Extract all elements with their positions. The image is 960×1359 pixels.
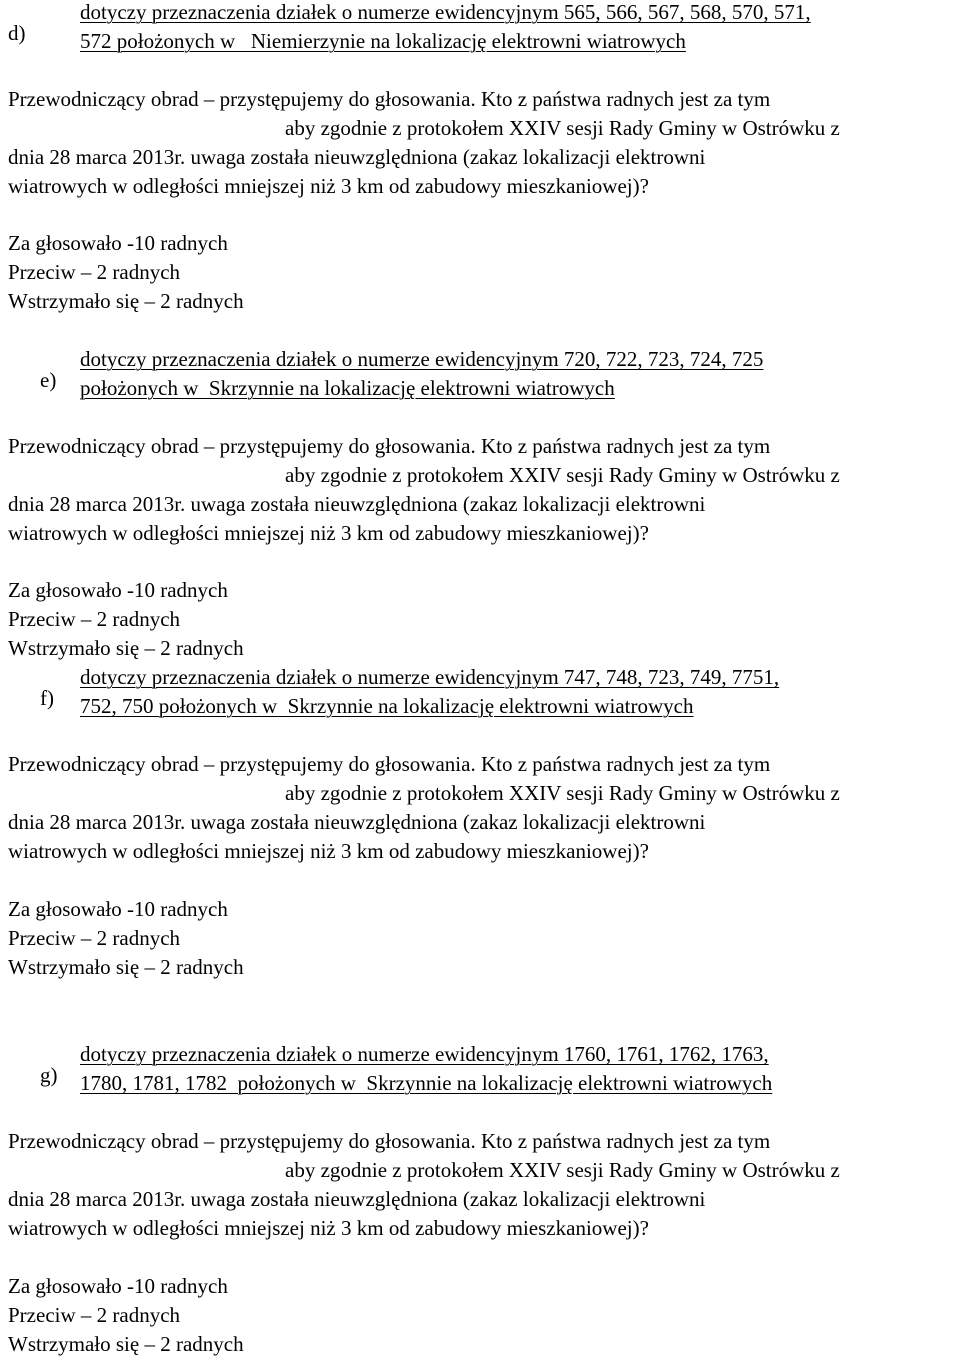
question-line: aby zgodnie z protokołem XXIV sesji Rady Gminy w Ostrówku z — [285, 463, 840, 487]
vote-abstain: Wstrzymało się – 2 radnych — [8, 955, 244, 979]
question-line: wiatrowych w odległości mniejszej niż 3 km od zabudowy mieszkaniowej)? — [8, 521, 649, 545]
question-line: dnia 28 marca 2013r. uwaga została nieuwzględniona (zakaz lokalizacji elektrowni — [8, 1187, 706, 1211]
vote-for: Za głosowało -10 radnych — [8, 578, 228, 602]
heading-line: 1780, 1781, 1782 położonych w Skrzynnie na lokalizację elektrowni wiatrowych — [80, 1071, 773, 1095]
question-line: dnia 28 marca 2013r. uwaga została nieuwzględniona (zakaz lokalizacji elektrowni — [8, 145, 706, 169]
question-line: Przewodniczący obrad – przystępujemy do głosowania. Kto z państwa radnych jest za tym — [8, 1129, 771, 1153]
question-line: wiatrowych w odległości mniejszej niż 3 km od zabudowy mieszkaniowej)? — [8, 174, 649, 198]
question-line: dnia 28 marca 2013r. uwaga została nieuwzględniona (zakaz lokalizacji elektrowni — [8, 492, 706, 516]
vote-against: Przeciw – 2 radnych — [8, 926, 181, 950]
question-line: Przewodniczący obrad – przystępujemy do głosowania. Kto z państwa radnych jest za tym — [8, 752, 771, 776]
question-line: aby zgodnie z protokołem XXIV sesji Rady Gminy w Ostrówku z — [285, 1158, 840, 1182]
heading-line: 572 położonych w Niemierzynie na lokalizację elektrowni wiatrowych — [80, 29, 686, 53]
vote-abstain: Wstrzymało się – 2 radnych — [8, 636, 244, 660]
vote-abstain: Wstrzymało się – 2 radnych — [8, 1332, 244, 1356]
heading-line: dotyczy przeznaczenia działek o numerze ewidencyjnym 565, 566, 567, 568, 570, 571, — [80, 0, 811, 24]
vote-against: Przeciw – 2 radnych — [8, 1303, 181, 1327]
question-line: wiatrowych w odległości mniejszej niż 3 km od zabudowy mieszkaniowej)? — [8, 1216, 649, 1240]
heading-line: dotyczy przeznaczenia działek o numerze ewidencyjnym 1760, 1761, 1762, 1763, — [80, 1042, 769, 1066]
question-line: aby zgodnie z protokołem XXIV sesji Rady Gminy w Ostrówku z — [285, 116, 840, 140]
question-line: dnia 28 marca 2013r. uwaga została nieuwzględniona (zakaz lokalizacji elektrowni — [8, 810, 706, 834]
question-line: wiatrowych w odległości mniejszej niż 3 km od zabudowy mieszkaniowej)? — [8, 839, 649, 863]
heading-line: dotyczy przeznaczenia działek o numerze ewidencyjnym 720, 722, 723, 724, 725 — [80, 347, 764, 371]
question-line: Przewodniczący obrad – przystępujemy do głosowania. Kto z państwa radnych jest za tym — [8, 434, 771, 458]
list-marker: f) — [40, 686, 54, 710]
vote-against: Przeciw – 2 radnych — [8, 260, 181, 284]
list-marker: e) — [40, 368, 57, 392]
vote-against: Przeciw – 2 radnych — [8, 607, 181, 631]
heading-line: 752, 750 położonych w Skrzynnie na lokalizację elektrowni wiatrowych — [80, 694, 694, 718]
vote-abstain: Wstrzymało się – 2 radnych — [8, 289, 244, 313]
question-line: aby zgodnie z protokołem XXIV sesji Rady Gminy w Ostrówku z — [285, 781, 840, 805]
vote-for: Za głosowało -10 radnych — [8, 1274, 228, 1298]
list-marker: d) — [8, 21, 26, 45]
heading-line: położonych w Skrzynnie na lokalizację elektrowni wiatrowych — [80, 376, 615, 400]
question-line: Przewodniczący obrad – przystępujemy do głosowania. Kto z państwa radnych jest za tym — [8, 87, 771, 111]
vote-for: Za głosowało -10 radnych — [8, 897, 228, 921]
list-marker: g) — [40, 1063, 58, 1087]
vote-for: Za głosowało -10 radnych — [8, 231, 228, 255]
heading-line: dotyczy przeznaczenia działek o numerze ewidencyjnym 747, 748, 723, 749, 7751, — [80, 665, 780, 689]
